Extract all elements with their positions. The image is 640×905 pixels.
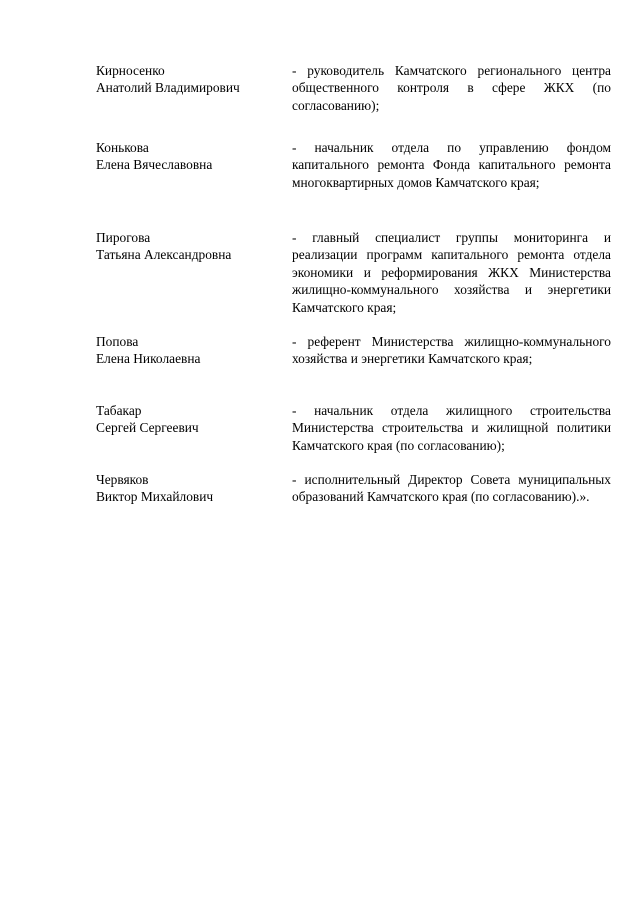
member-role: - руководитель Камчатского регионального центра общественного контроля в сфере ЖКХ (по согласованию); — [292, 63, 611, 113]
member-surname: Пирогова — [96, 230, 151, 245]
member-given-name: Сергей Сергеевич — [96, 420, 199, 436]
member-surname: Попова — [96, 334, 139, 349]
member-given-name: Анатолий Владимирович — [96, 80, 240, 96]
member-name — [96, 139, 276, 174]
member-given-name: Елена Вячеславовна — [96, 157, 213, 173]
member-surname: Кирносенко — [96, 63, 165, 78]
member-role: - главный специалист группы мониторинга и реализации программ капитального ремонта отдела экономики и реформирования ЖКХ Министерства жилищно-коммунального хозяйства и энергетики Камчатского края; — [292, 230, 611, 315]
member-role: - начальник отдела по управлению фондом капитального ремонта Фонда капитального ремонта многоквартирных домов Камчатского края; — [292, 140, 611, 190]
member-role: - начальник отдела жилищного строительства Министерства строительства и жилищной политики Камчатского края (по согласованию); — [292, 403, 611, 453]
member-name — [96, 471, 276, 506]
member-given-name: Татьяна Александровна — [96, 247, 232, 263]
member-name — [96, 229, 276, 264]
member-name — [96, 402, 276, 437]
member-role: - референт Министерства жилищно-коммунального хозяйства и энергетики Камчатского края; — [292, 334, 611, 367]
member-surname: Червяков — [96, 472, 149, 487]
member-name — [96, 62, 276, 97]
member-given-name: Виктор Михайлович — [96, 489, 214, 505]
member-given-name: Елена Николаевна — [96, 351, 201, 367]
member-role: - исполнительный Директор Совета муниципальных образований Камчатского края (по согласованию).». — [292, 472, 611, 505]
member-surname: Конькова — [96, 140, 149, 155]
member-surname: Табакар — [96, 403, 142, 418]
member-name — [96, 333, 276, 368]
